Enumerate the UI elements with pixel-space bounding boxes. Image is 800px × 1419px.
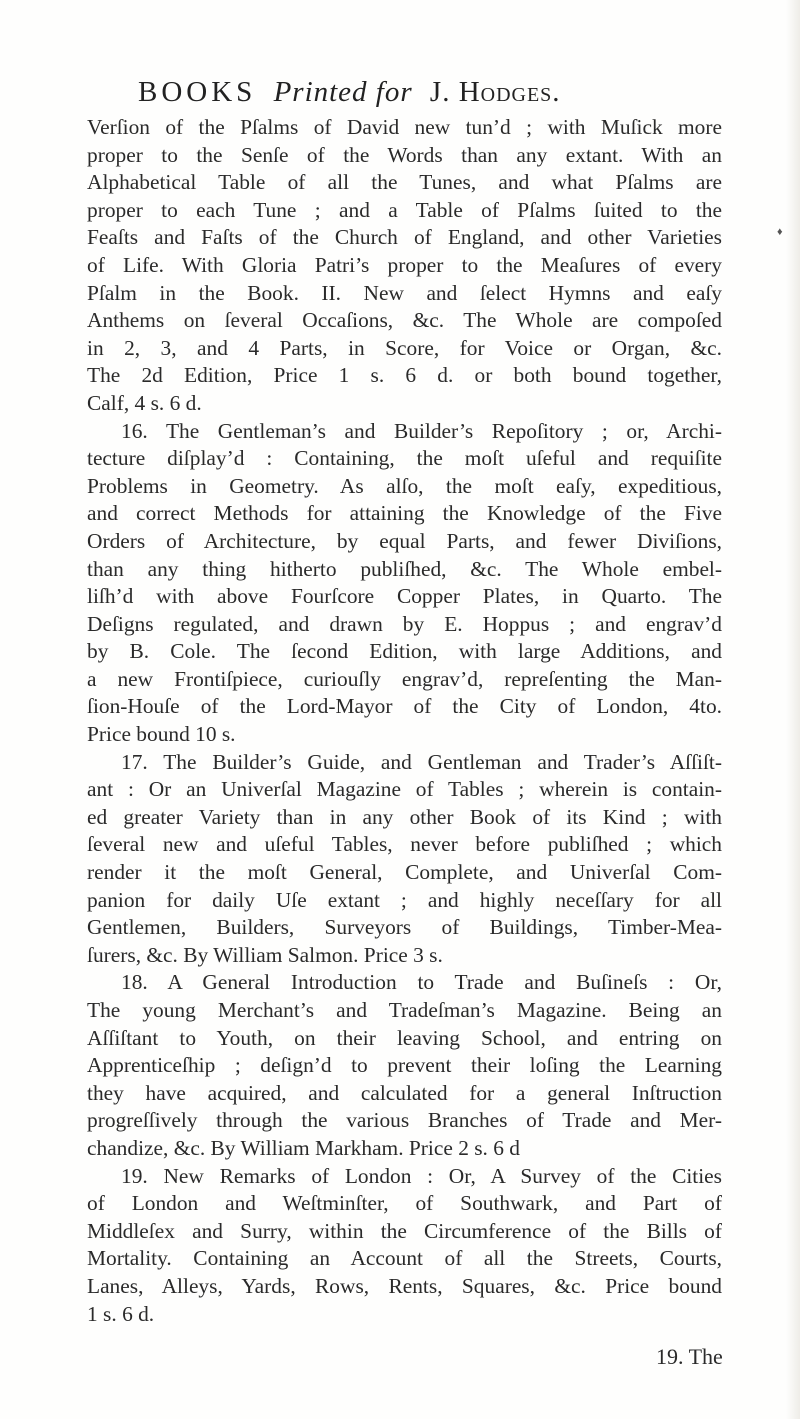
header-books: BOOKS xyxy=(138,76,257,108)
text-line: Lanes, Alleys, Yards, Rows, Rents, Squares, &c. Price bound xyxy=(87,1273,722,1298)
text-line: than any thing hitherto publiſhed, &c. The Whole embel- xyxy=(87,556,722,581)
text-line: Anthems on ſeveral Occaſions, &c. The Whole are compoſed xyxy=(87,308,722,333)
text-line: 18. A General Introduction to Trade and Buſineſs : Or, xyxy=(121,970,722,995)
text-line: render it the moſt General, Complete, and Univerſal Com- xyxy=(87,860,722,885)
page-edge-shadow xyxy=(786,0,800,1419)
text-line: ant : Or an Univerſal Magazine of Tables ; wherein is contain- xyxy=(87,777,722,802)
running-header xyxy=(138,76,698,112)
text-line: The 2d Edition, Price 1 s. 6 d. or both bound together, xyxy=(87,363,722,388)
text-line: 1 s. 6 d. xyxy=(87,1301,155,1326)
advertisement-list xyxy=(87,114,722,1328)
entry-continuation xyxy=(87,114,722,418)
entry-18 xyxy=(87,969,722,1162)
text-line: chandize, &c. By William Markham. Price 2 s. 6 d xyxy=(87,1135,520,1160)
text-line: Mortality. Containing an Account of all the Streets, Courts, xyxy=(87,1246,722,1271)
text-line: Pſalm in the Book. II. New and ſelect Hymns and eaſy xyxy=(87,280,722,305)
text-line: of London and Weſtminſter, of Southwark, and Part of xyxy=(87,1191,722,1216)
text-line: Price bound 10 s. xyxy=(87,722,236,747)
text-line: progreſſively through the various Branches of Trade and Mer- xyxy=(87,1108,722,1133)
text-line: tecture diſplay’d : Containing, the moſt uſeful and requiſite xyxy=(87,446,722,471)
text-line: Gentlemen, Builders, Surveyors of Buildings, Timber-Mea- xyxy=(87,915,722,940)
entry-16 xyxy=(87,418,722,749)
margin-mark-icon: ♦ xyxy=(777,226,783,238)
text-line: 16. The Gentleman’s and Builder’s Repoſitory ; or, Archi- xyxy=(121,418,722,443)
entry-17 xyxy=(87,749,722,970)
header-printed-for: Printed for xyxy=(273,76,413,108)
text-line: Orders of Architecture, by equal Parts, and fewer Diviſions, xyxy=(87,528,722,553)
text-line: panion for daily Uſe extant ; and highly neceſſary for all xyxy=(87,887,722,912)
text-line: Calf, 4 s. 6 d. xyxy=(87,390,202,415)
text-line: Deſigns regulated, and drawn by E. Hoppus ; and engrav’d xyxy=(87,611,722,636)
text-line: ſion-Houſe of the Lord-Mayor of the City of London, 4to. xyxy=(87,694,722,719)
text-line: by B. Cole. The ſecond Edition, with large Additions, and xyxy=(87,639,722,664)
text-line: Aſſiſtant to Youth, on their leaving School, and entring on xyxy=(87,1025,722,1050)
text-line: and correct Methods for attaining the Knowledge of the Five xyxy=(87,501,722,526)
text-line: Verſion of the Pſalms of David new tun’d ; with Muſick more xyxy=(87,115,722,139)
catchword: 19. The xyxy=(656,1344,723,1369)
text-line: Middleſex and Surry, within the Circumference of the Bills of xyxy=(87,1218,722,1243)
text-line: ſurers, &c. By William Salmon. Price 3 s. xyxy=(87,942,443,967)
text-line: of Life. With Gloria Patri’s proper to the Meaſures of every xyxy=(87,252,722,277)
text-line: The young Merchant’s and Tradeſman’s Magazine. Being an xyxy=(87,998,722,1022)
text-line: Alphabetical Table of all the Tunes, and what Pſalms are xyxy=(87,170,722,195)
text-line: ed greater Variety than in any other Book of its Kind ; with xyxy=(87,804,722,829)
text-line: Apprenticeſhip ; deſign’d to prevent their loſing the Learning xyxy=(87,1053,722,1078)
entry-19 xyxy=(87,1163,722,1329)
text-line: Feaſts and Faſts of the Church of England, and other Varieties xyxy=(87,225,722,250)
text-line: Problems in Geometry. As alſo, the moſt eaſy, expeditious, xyxy=(87,473,722,498)
header-publisher: J. Hodges. xyxy=(429,76,561,108)
text-line: 17. The Builder’s Guide, and Gentleman and Trader’s Aſſiſt- xyxy=(121,749,722,774)
text-line: 19. New Remarks of London : Or, A Survey of the Cities xyxy=(121,1163,722,1188)
text-line: ſeveral new and uſeful Tables, never before publiſhed ; which xyxy=(87,832,722,857)
text-line: liſh’d with above Fourſcore Copper Plates, in Quarto. The xyxy=(87,584,722,609)
text-line: proper to each Tune ; and a Table of Pſalms ſuited to the xyxy=(87,197,722,222)
text-line: they have acquired, and calculated for a general Inſtruction xyxy=(87,1080,722,1105)
text-line: proper to the Senſe of the Words than any extant. With an xyxy=(87,142,722,167)
text-line: in 2, 3, and 4 Parts, in Score, for Voice or Organ, &c. xyxy=(87,335,722,360)
text-line: a new Frontiſpiece, curiouſly engrav’d, repreſenting the Man- xyxy=(87,666,722,691)
